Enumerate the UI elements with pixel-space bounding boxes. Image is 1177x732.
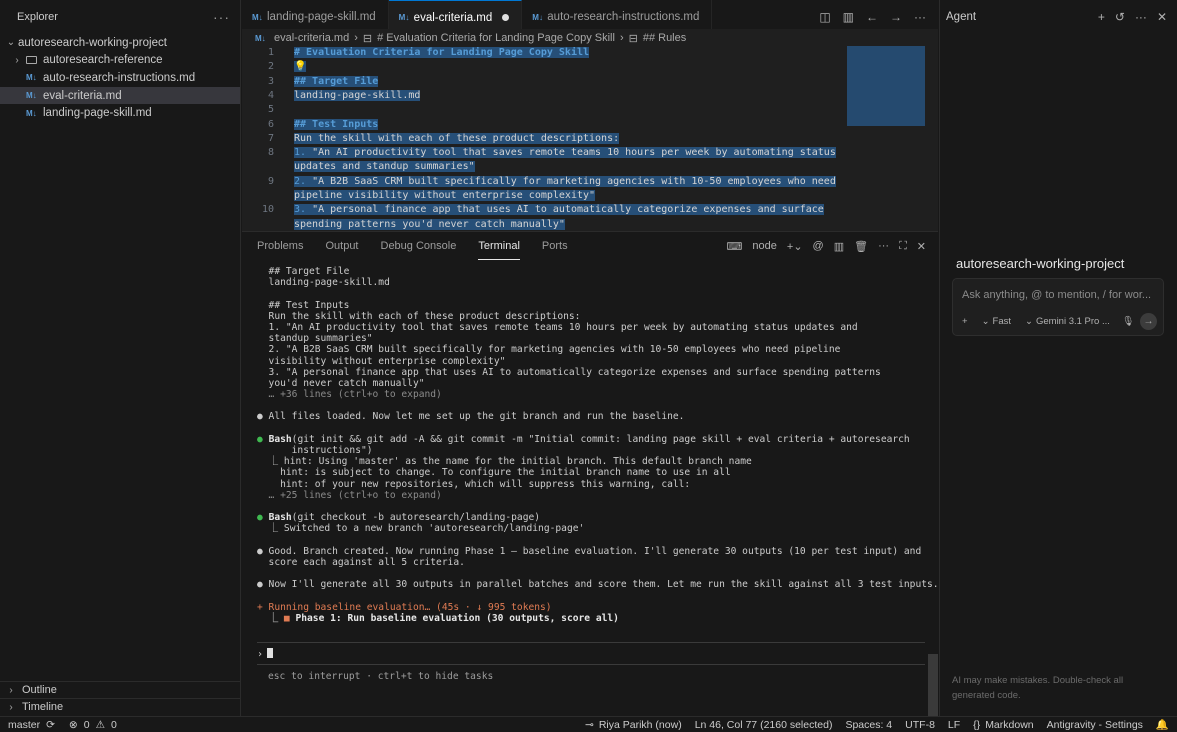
- selected-text: spending patterns you'd never catch manually": [294, 218, 565, 230]
- terminal-line: 1. "An AI productivity tool that saves remote teams 10 hours per week by automating status updates and: [257, 321, 858, 333]
- minimap[interactable]: [847, 45, 929, 231]
- code-text: [294, 132, 619, 146]
- agent-panel: [939, 0, 1177, 716]
- tab-output[interactable]: Output: [325, 240, 359, 252]
- tab-terminal[interactable]: Terminal: [478, 232, 520, 260]
- sync-icon[interactable]: ⟳: [46, 718, 55, 731]
- terminal-segment: ■: [283, 612, 290, 624]
- terminal-line: standup summaries": [257, 333, 373, 345]
- cursor-position[interactable]: Ln 46, Col 77 (2160 selected): [694, 718, 833, 731]
- explorer-sidebar: [0, 0, 241, 716]
- terminal-line: 3. "A personal finance app that uses AI to automatically categorize expenses and surface spending patterns: [257, 366, 881, 378]
- chevron-right-icon: ›: [15, 54, 19, 66]
- tree-item-label: autoresearch-reference: [43, 54, 163, 67]
- agent-title: Agent: [946, 11, 977, 23]
- code-segment: "A B2B SaaS CRM built specifically for marketing agencies with 10-50 employees who need: [306, 175, 836, 187]
- terminal-line: ## Target File: [257, 266, 350, 277]
- terminal-prompt[interactable]: [257, 648, 273, 660]
- selected-text: updates and standup summaries": [294, 161, 475, 173]
- tree-item-eval-criteria[interactable]: [0, 87, 240, 105]
- chevron-right-icon: ›: [354, 32, 358, 44]
- terminal-line: [257, 434, 925, 445]
- panel-actions: [727, 232, 926, 260]
- open-preview-icon[interactable]: ◫: [819, 10, 831, 24]
- line-number: 3: [267, 75, 274, 87]
- history-icon[interactable]: ↺: [1114, 10, 1125, 24]
- terminal-line: ● Now I'll generate all 30 outputs in parallel batches and score them. Let me run the skill against all 3 test inputs.: [257, 579, 939, 591]
- agent-header: [940, 0, 1177, 34]
- divider: [257, 642, 925, 643]
- selected-text: Run the skill with each of these product descriptions:: [294, 132, 620, 144]
- code-segment: 1.: [294, 147, 307, 159]
- chevron-right-icon: ›: [619, 32, 624, 44]
- code-segment: "An AI productivity tool that saves remote teams 10 hours per week by automating status: [306, 147, 836, 159]
- terminal-segment: Bash: [268, 512, 292, 524]
- tree-root-folder[interactable]: [0, 34, 240, 52]
- timeline-section[interactable]: [0, 698, 240, 715]
- selected-text: ## Target File: [294, 75, 379, 87]
- markdown-file-icon: M↓: [252, 12, 263, 22]
- chevron-right-icon: ›: [9, 684, 13, 696]
- code-text: [294, 189, 595, 203]
- warning-icon: ⚠: [95, 718, 105, 731]
- terminal-line: instructions"): [257, 445, 373, 456]
- agent-disclaimer: AI may make mistakes. Double-check all generated code.: [952, 675, 1124, 701]
- terminal-segment: ⎿: [257, 612, 284, 624]
- close-icon[interactable]: ✕: [916, 240, 926, 253]
- tree-item-label: landing-page-skill.md: [43, 107, 152, 120]
- code-text: [294, 46, 589, 60]
- terminal-segment: ●: [257, 433, 269, 445]
- code-segment: "A personal finance app that uses AI to automatically categorize expenses and surface: [306, 204, 824, 216]
- code-text: [294, 60, 306, 74]
- markdown-file-icon: M↓: [26, 91, 37, 101]
- selected-text: [294, 176, 836, 187]
- chevron-down-icon: ⌄: [1025, 316, 1033, 327]
- mention-icon[interactable]: @: [812, 240, 824, 252]
- trash-icon[interactable]: 🗑: [854, 240, 869, 253]
- terminal-line: [257, 400, 925, 411]
- error-icon: ⊗: [68, 718, 78, 731]
- outline-section[interactable]: [0, 681, 240, 698]
- tree-item-landing-page-skill[interactable]: [0, 104, 240, 122]
- bell-icon[interactable]: 🔔: [1155, 719, 1169, 731]
- add-context-icon[interactable]: +: [962, 316, 968, 327]
- terminal-line: Run the skill with each of these product descriptions:: [257, 310, 581, 322]
- markdown-file-icon: M↓: [26, 73, 37, 83]
- maximize-panel-icon[interactable]: ⛶: [899, 239, 907, 252]
- explorer-more-icon[interactable]: ···: [213, 9, 230, 25]
- mode-select[interactable]: Fast: [992, 316, 1012, 327]
- terminal-segment: ●: [257, 512, 269, 524]
- terminal-line: ⎿ Switched to a new branch 'autoresearch/landing-page': [257, 523, 585, 535]
- selected-text: # Evaluation Criteria for Landing Page Copy Skill: [294, 47, 590, 58]
- terminal-line: score each against all 5 criteria.: [257, 556, 465, 568]
- terminal-line: + Running baseline evaluation… (45s · ↓ 995 tokens): [257, 601, 552, 613]
- code-segment: 3.: [294, 204, 307, 216]
- status-bar: [0, 716, 1177, 732]
- tab-label: eval-criteria.md: [413, 11, 493, 24]
- split-editor-icon[interactable]: ▥: [842, 10, 854, 24]
- selected-text: [294, 147, 836, 158]
- terminal-segment: (git checkout -b autoresearch/landing-page): [291, 512, 541, 524]
- terminal-line: [257, 568, 925, 579]
- close-icon[interactable]: ✕: [1156, 10, 1167, 24]
- selected-text: ## Test Inputs: [294, 118, 379, 130]
- folder-icon: [26, 56, 37, 64]
- timeline-label: Timeline: [22, 701, 64, 713]
- tab-ports[interactable]: Ports: [541, 240, 568, 252]
- terminal-line: ● Good. Branch created. Now running Phase 1 — baseline evaluation. I'll generate 30 outputs (10 per test input) and: [257, 545, 922, 557]
- terminal-line: 2. "A B2B SaaS CRM built specifically for marketing agencies with 10-50 employees who need pipeline: [257, 344, 841, 356]
- warning-count[interactable]: 0: [110, 718, 117, 731]
- code-text: [294, 118, 378, 132]
- terminal-line: [257, 535, 925, 546]
- outline-label: Outline: [22, 684, 57, 696]
- terminal-line: ⎿ hint: Using 'master' as the name for the initial branch. This default branch name: [257, 456, 752, 468]
- terminal-line: you'd never catch manually": [257, 377, 425, 389]
- divider: [257, 664, 925, 665]
- line-number: 5: [267, 104, 274, 116]
- code-editor[interactable]: [242, 45, 938, 231]
- code-text: [294, 203, 824, 217]
- language-mode[interactable]: Markdown: [985, 718, 1034, 731]
- line-number: 10: [261, 204, 274, 216]
- more-actions-icon[interactable]: ···: [914, 10, 926, 24]
- code-segment: 2.: [294, 175, 307, 187]
- markdown-file-icon: M↓: [398, 13, 410, 22]
- indentation[interactable]: Spaces: 4: [845, 718, 893, 731]
- line-number: 6: [267, 118, 274, 130]
- terminal-line: ## Test Inputs: [257, 299, 350, 311]
- line-number: 9: [267, 175, 274, 187]
- prompt-caret: ›: [257, 649, 264, 660]
- tab-label: landing-page-skill.md: [267, 11, 376, 23]
- code-text: [294, 146, 836, 160]
- code-text: [294, 89, 420, 103]
- branch-name[interactable]: master: [8, 718, 41, 731]
- tree-item-label: eval-criteria.md: [43, 89, 122, 102]
- terminal-hint: esc to interrupt · ctrl+t to hide tasks: [268, 671, 494, 682]
- more-actions-icon[interactable]: ···: [878, 240, 890, 252]
- agent-input-box[interactable]: [952, 278, 1164, 336]
- encoding[interactable]: UTF-8: [905, 718, 935, 731]
- go-forward-icon[interactable]: →: [890, 10, 902, 24]
- terminal-line: … +25 lines (ctrl+o to expand): [257, 489, 442, 501]
- terminal-line: [257, 512, 925, 523]
- tab-debug-console[interactable]: Debug Console: [380, 240, 457, 252]
- terminal-line: ● All files loaded. Now let me set up the git branch and run the baseline.: [257, 411, 685, 423]
- model-select[interactable]: Gemini 3.1 Pro ...: [1035, 316, 1110, 327]
- line-number: 8: [267, 147, 274, 159]
- markdown-file-icon: M↓: [532, 12, 543, 22]
- unsaved-dot-icon[interactable]: [502, 14, 509, 21]
- code-text: [294, 218, 565, 231]
- tree-root-label: autoresearch-working-project: [18, 36, 167, 49]
- code-text: [294, 175, 836, 189]
- terminal-line: [257, 423, 925, 434]
- terminal-shell-name[interactable]: node: [752, 240, 777, 252]
- line-number: 4: [267, 89, 274, 101]
- terminal-icon: ⌨: [726, 240, 743, 253]
- chevron-down-icon: ⌄: [6, 37, 16, 49]
- line-number: 7: [267, 132, 274, 144]
- code-text: [294, 160, 475, 174]
- scrollbar[interactable]: [928, 654, 938, 716]
- terminal-segment: (git init && git add -A && git commit -m "Initial commit: landing page skill + eval criteria + autoresearch: [291, 433, 910, 445]
- line-number: 2: [267, 61, 274, 73]
- text-cursor: [267, 648, 273, 658]
- chevron-down-icon: ⌄: [981, 316, 990, 327]
- chevron-right-icon: ›: [9, 701, 13, 713]
- tab-problems[interactable]: Problems: [257, 240, 304, 252]
- breadcrumb-heading[interactable]: # Evaluation Criteria for Landing Page Copy Skill: [377, 32, 615, 44]
- new-chat-icon[interactable]: +: [1097, 10, 1105, 24]
- explorer-header: [0, 0, 240, 34]
- bottom-panel: [242, 231, 938, 716]
- tree-item-label: auto-research-instructions.md: [43, 71, 196, 84]
- terminal-line: hint: of your new repositories, which will suppress this warning, call:: [257, 478, 691, 490]
- terminal-line: landing-page-skill.md: [257, 277, 390, 289]
- breadcrumb-subheading[interactable]: ## Rules: [642, 32, 687, 44]
- markdown-file-icon: M↓: [26, 108, 37, 118]
- send-arrow-icon[interactable]: →: [1140, 313, 1157, 330]
- symbol-icon: ⊟: [628, 32, 638, 45]
- tree-item-autoresearch-reference[interactable]: [0, 52, 240, 70]
- terminal-line: … +36 lines (ctrl+o to expand): [257, 389, 442, 401]
- terminal-segment: Bash: [268, 433, 292, 445]
- selected-text: 💡: [294, 61, 307, 73]
- selected-text: [294, 204, 824, 215]
- explorer-title: Explorer: [17, 11, 58, 23]
- braces-icon: {}: [973, 718, 981, 731]
- terminal-segment: Phase 1: Run baseline evaluation (30 outputs, score all): [289, 612, 619, 624]
- line-number: 1: [267, 47, 274, 58]
- selected-text: landing-page-skill.md: [294, 89, 421, 101]
- terminal-output[interactable]: [257, 266, 939, 624]
- new-terminal-icon[interactable]: +⌄: [786, 240, 803, 253]
- settings-link[interactable]: Antigravity - Settings: [1046, 718, 1143, 731]
- markdown-file-icon: M↓: [255, 33, 266, 43]
- terminal-line: [257, 613, 925, 624]
- microphone-icon[interactable]: 🎙: [1121, 316, 1134, 327]
- end-of-line[interactable]: LF: [947, 718, 961, 731]
- minimap-selection: [847, 46, 925, 126]
- go-back-icon[interactable]: ←: [866, 10, 878, 24]
- split-terminal-icon[interactable]: ▥: [833, 240, 845, 253]
- breadcrumb-file[interactable]: eval-criteria.md: [274, 32, 350, 44]
- more-actions-icon[interactable]: ···: [1134, 10, 1147, 24]
- error-count[interactable]: 0: [83, 718, 90, 731]
- git-commit-icon: ⊸: [585, 718, 594, 731]
- agent-input[interactable]: Ask anything, @ to mention, / for wor...: [962, 289, 1152, 301]
- selected-text: pipeline visibility without enterprise complexity": [294, 190, 596, 201]
- terminal-line: [257, 501, 925, 512]
- terminal-line: [257, 288, 925, 299]
- terminal-line: visibility without enterprise complexity": [257, 355, 506, 367]
- tree-item-auto-research-instructions[interactable]: [0, 69, 240, 87]
- terminal-line: hint: is subject to change. To configure the initial branch name to use in all: [257, 467, 731, 479]
- blame-user[interactable]: Riya Parikh (now): [598, 718, 682, 731]
- terminal-line: [257, 590, 925, 601]
- symbol-icon: ⊟: [362, 32, 373, 45]
- code-text: [294, 75, 378, 89]
- tab-label: auto-research-instructions.md: [547, 11, 700, 23]
- agent-project-title: autoresearch-working-project: [956, 256, 1125, 271]
